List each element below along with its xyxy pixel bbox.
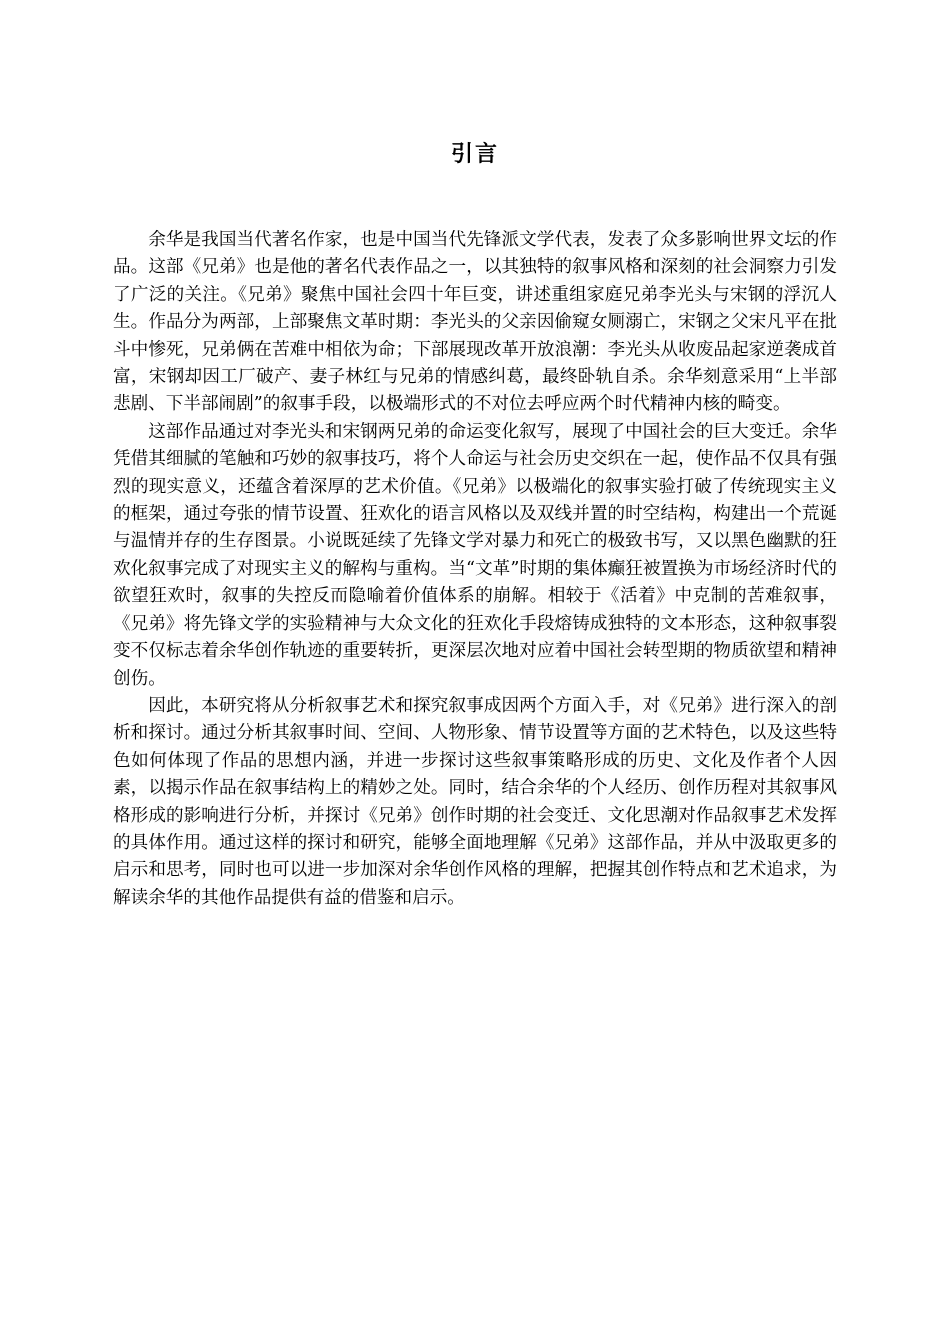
paragraph-2: 这部作品通过对李光头和宋钢两兄弟的命运变化叙写，展现了中国社会的巨大变迁。余华凭借其细腻的笔触和巧妙的叙事技巧，将个人命运与社会历史交织在一起，使作品不仅具有强烈的现实意义，还蕴含着深厚的艺术价值。《兄弟》以极端化的叙事实验打破了传统现实主义的框架，通过夸张的情节设置、狂欢化的语言风格以及双线并置的时空结构，构建出一个荒诞与温情并存的生存图景。小说既延续了先锋文学对暴力和死亡的极致书写，又以黑色幽默的狂欢化叙事完成了对现实主义的解构与重构。当“文革”时期的集体癫狂被置换为市场经济时代的欲望狂欢时，叙事的失控反而隐喻着价值体系的崩解。相较于《活着》中克制的苦难叙事，《兄弟》将先锋文学的实验精神与大众文化的狂欢化手段熔铸成独特的文本形态，这种叙事裂变不仅标志着余华创作轨迹的重要转折，更深层次地对应着中国社会转型期的物质欲望和精神创伤。 [113, 421, 837, 689]
paragraph-1: 余华是我国当代著名作家，也是中国当代先锋派文学代表，发表了众多影响世界文坛的作品。这部《兄弟》也是他的著名代表作品之一，以其独特的叙事风格和深刻的社会洞察力引发了广泛的关注。《兄弟》聚焦中国社会四十年巨变，讲述重组家庭兄弟李光头与宋钢的浮沉人生。作品分为两部，上部聚焦文革时期：李光头的父亲因偷窥女厕溺亡，宋钢之父宋凡平在批斗中惨死，兄弟俩在苦难中相依为命；下部展现改革开放浪潮：李光头从收废品起家逆袭成首富，宋钢却因工厂破产、妻子林红与兄弟的情感纠葛，最终卧轨自杀。余华刻意采用“上半部悲剧、下半部闹剧”的叙事手段，以极端形式的不对位去呼应两个时代精神内核的畸变。 [113, 230, 837, 415]
paragraph-3: 因此，本研究将从分析叙事艺术和探究叙事成因两个方面入手，对《兄弟》进行深入的剖析和探讨。通过分析其叙事时间、空间、人物形象、情节设置等方面的艺术特色，以及这些特色如何体现了作品的思想内涵，并进一步探讨这些叙事策略形成的历史、文化及作者个人因素，以揭示作品在叙事结构上的精妙之处。同时，结合余华的个人经历、创作历程对其叙事风格形成的影响进行分析，并探讨《兄弟》创作时期的社会变迁、文化思潮对作品叙事艺术发挥的具体作用。通过这样的探讨和研究，能够全面地理解《兄弟》这部作品，并从中汲取更多的启示和思考，同时也可以进一步加深对余华创作风格的理解，把握其创作特点和艺术追求，为解读余华的其他作品提供有益的借鉴和启示。 [113, 695, 837, 908]
page-title: 引言 [450, 142, 499, 167]
body-text [113, 227, 837, 912]
